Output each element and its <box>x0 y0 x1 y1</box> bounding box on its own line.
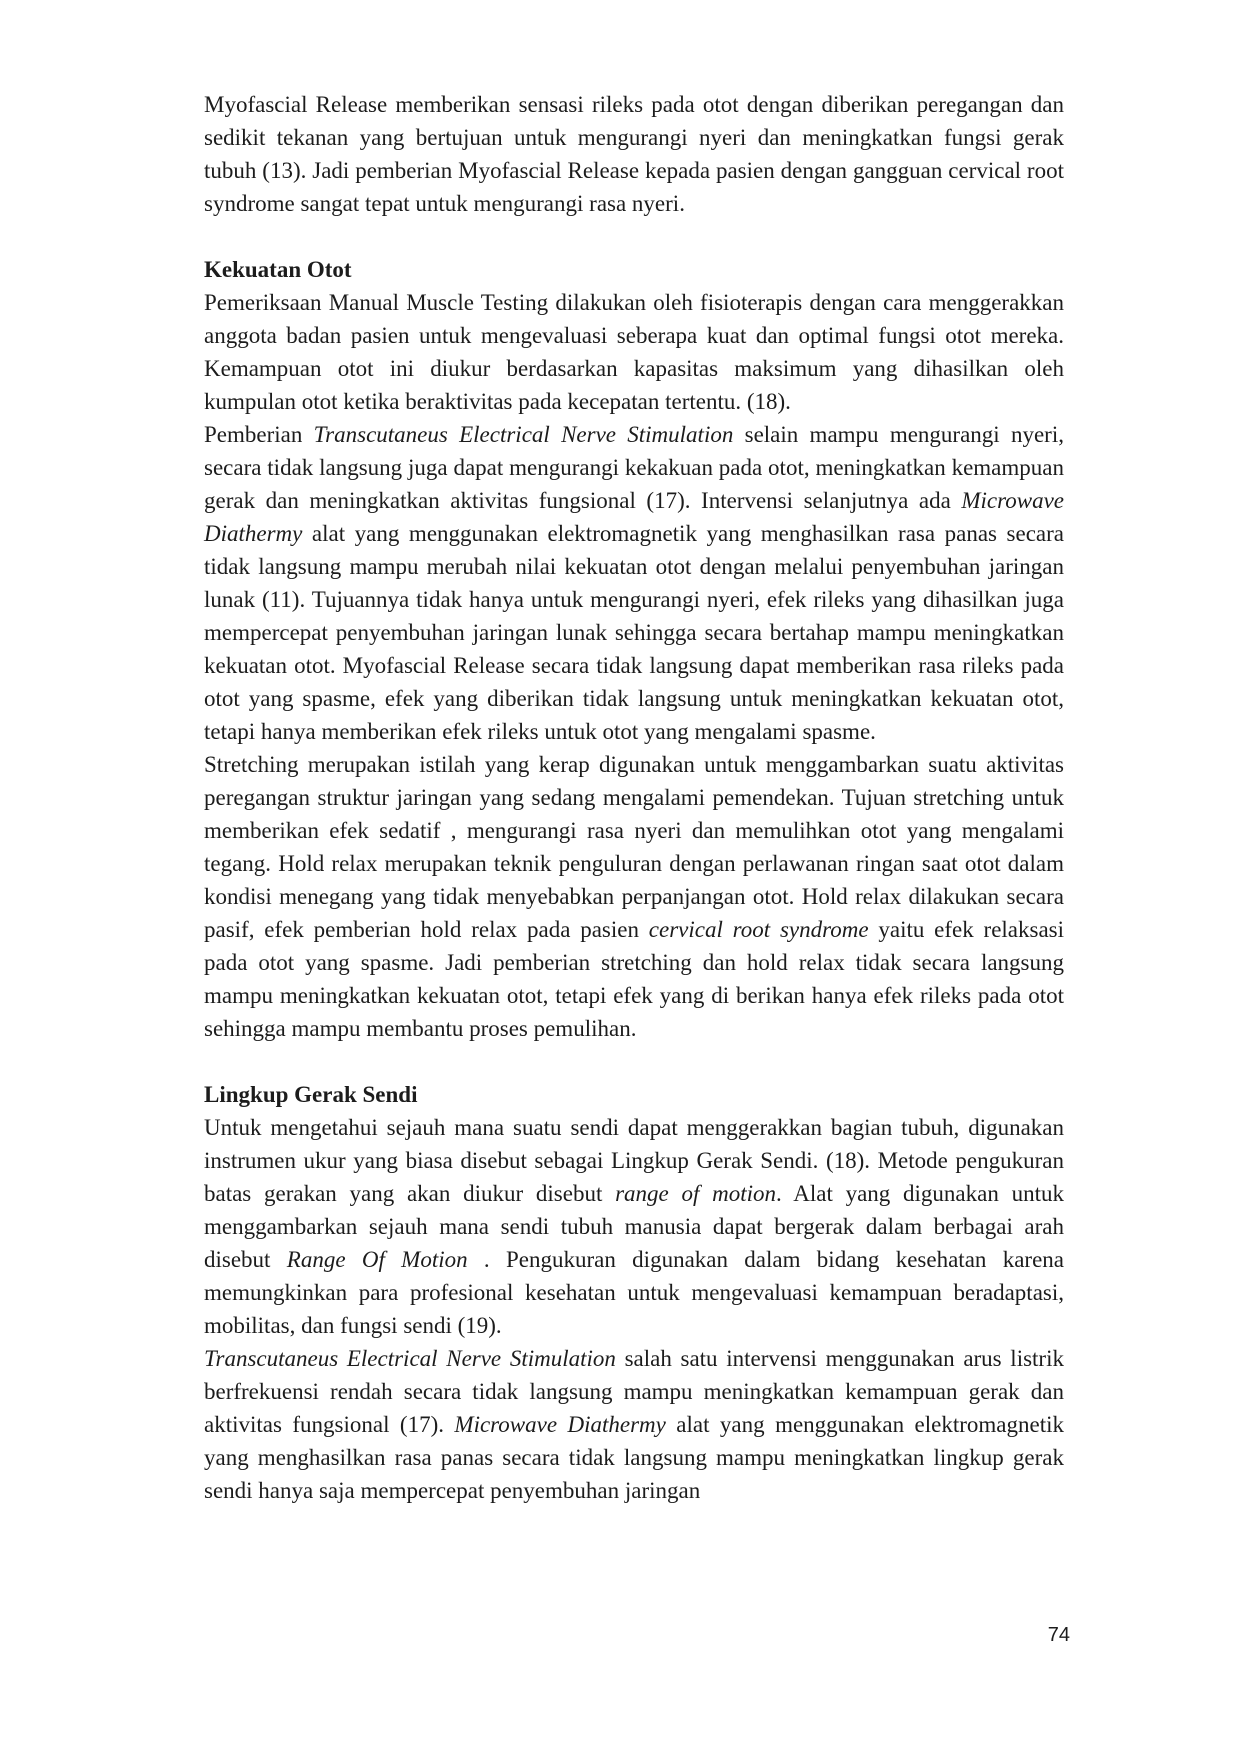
lgs-paragraph-1 <box>204 1111 1064 1342</box>
text-run: selain mampu mengurangi nyeri, secara tidak langsung juga dapat mengurangi kekakuan pada otot, meningkatkan kemampuan gerak dan meningkatkan aktivitas fungsional (17). Intervensi selanjutnya ada <box>204 422 1064 513</box>
text-run: Pemberian <box>204 422 314 447</box>
text-run: salah satu intervensi menggunakan arus listrik berfrekuensi rendah secara tidak langsung mampu meningkatkan kemampuan gerak dan aktivitas fungsional (17). <box>204 1346 1064 1437</box>
paragraph-gap <box>204 220 1064 253</box>
kekuatan-paragraph-1: Pemeriksaan Manual Muscle Testing dilakukan oleh fisioterapis dengan cara menggerakkan anggota badan pasien untuk mengevaluasi seberapa kuat dan optimal fungsi otot mereka. Kemampuan otot ini diukur berdasarkan kapasitas maksimum yang dihasilkan oleh kumpulan otot ketika beraktivitas pada kecepatan tertentu. (18). <box>204 290 1064 414</box>
italic-term-crs: cervical root syndrome <box>648 917 869 942</box>
kekuatan-paragraph-2 <box>204 418 1064 748</box>
italic-term-rom-caps: Range Of Motion <box>286 1247 468 1272</box>
text-run: yaitu efek relaksasi pada otot yang spasme. Jadi pemberian stretching dan hold relax tidak secara langsung mampu meningkatkan kekuatan otot, tetapi efek yang di berikan hanya efek rileks pada otot sehingga mampu membantu proses pemulihan. <box>204 917 1065 1041</box>
page-content <box>204 88 1064 1507</box>
text-run: Untuk mengetahui sejauh mana suatu sendi dapat menggerakkan bagian tubuh, digunakan instrumen ukur yang biasa disebut sebagai Lingkup Gerak Sendi. (18). Metode pengukuran batas gerakan yang akan diukur disebut <box>204 1115 1064 1206</box>
heading-kekuatan-otot: Kekuatan Otot <box>204 257 352 282</box>
paragraph-gap <box>204 1045 1064 1078</box>
heading-lingkup-gerak-sendi: Lingkup Gerak Sendi <box>204 1082 418 1107</box>
italic-term-mwd: Microwave Diathermy <box>204 488 1064 546</box>
text-run: alat yang menggunakan elektromagnetik yang menghasilkan rasa panas secara tidak langsung mampu merubah nilai kekuatan otot dengan melalui penyembuhan jaringan lunak (11). Tujuannya tidak hanya untuk mengurangi nyeri, efek rileks yang dihasilkan juga mempercepat penyembuhan jaringan lunak sehingga secara bertahap mampu meningkatkan kekuatan otot. Myofascial Release secara tidak langsung dapat memberikan rasa rileks pada otot yang spasme, efek yang diberikan tidak langsung untuk meningkatkan kekuatan otot, tetapi hanya memberikan efek rileks untuk otot yang mengalami spasme. <box>204 521 1064 744</box>
text-run: alat yang menggunakan elektromagnetik yang menghasilkan rasa panas secara tidak langsung mampu meningkatkan lingkup gerak sendi hanya saja mempercepat penyembuhan jaringan <box>204 1412 1064 1503</box>
italic-term-tens: Transcutaneus Electrical Nerve Stimulation <box>204 1346 616 1371</box>
kekuatan-paragraph-3 <box>204 748 1064 1045</box>
lgs-paragraph-2 <box>204 1342 1064 1507</box>
italic-term-rom: range of motion <box>615 1181 777 1206</box>
intro-paragraph: Myofascial Release memberikan sensasi rileks pada otot dengan diberikan peregangan dan sedikit tekanan yang bertujuan untuk mengurangi nyeri dan meningkatkan fungsi gerak tubuh (13). Jadi pemberian Myofascial Release kepada pasien dengan gangguan cervical root syndrome sangat tepat untuk mengurangi rasa nyeri. <box>204 92 1064 216</box>
text-run: Stretching merupakan istilah yang kerap digunakan untuk menggambarkan suatu aktivitas peregangan struktur jaringan yang sedang mengalami pemendekan. Tujuan stretching untuk memberikan efek sedatif , mengurangi rasa nyeri dan memulihkan otot yang mengalami tegang. Hold relax merupakan teknik penguluran dengan perlawanan ringan saat otot dalam kondisi menegang yang tidak menyebabkan perpanjangan otot. Hold relax dilakukan secara pasif, efek pemberian hold relax pada pasien <box>204 752 1064 942</box>
italic-term-tens: Transcutaneus Electrical Nerve Stimulation <box>313 422 734 447</box>
text-run: . Pengukuran digunakan dalam bidang kesehatan karena memungkinkan para profesional kesehatan untuk mengevaluasi kemampuan beradaptasi, mobilitas, dan fungsi sendi (19). <box>204 1247 1064 1338</box>
page-number: 74 <box>1047 1624 1070 1646</box>
text-run: . Alat yang digunakan untuk menggambarkan sejauh mana sendi tubuh manusia dapat bergerak dalam berbagai arah disebut <box>204 1181 1064 1272</box>
italic-term-mwd: Microwave Diathermy <box>454 1412 666 1437</box>
